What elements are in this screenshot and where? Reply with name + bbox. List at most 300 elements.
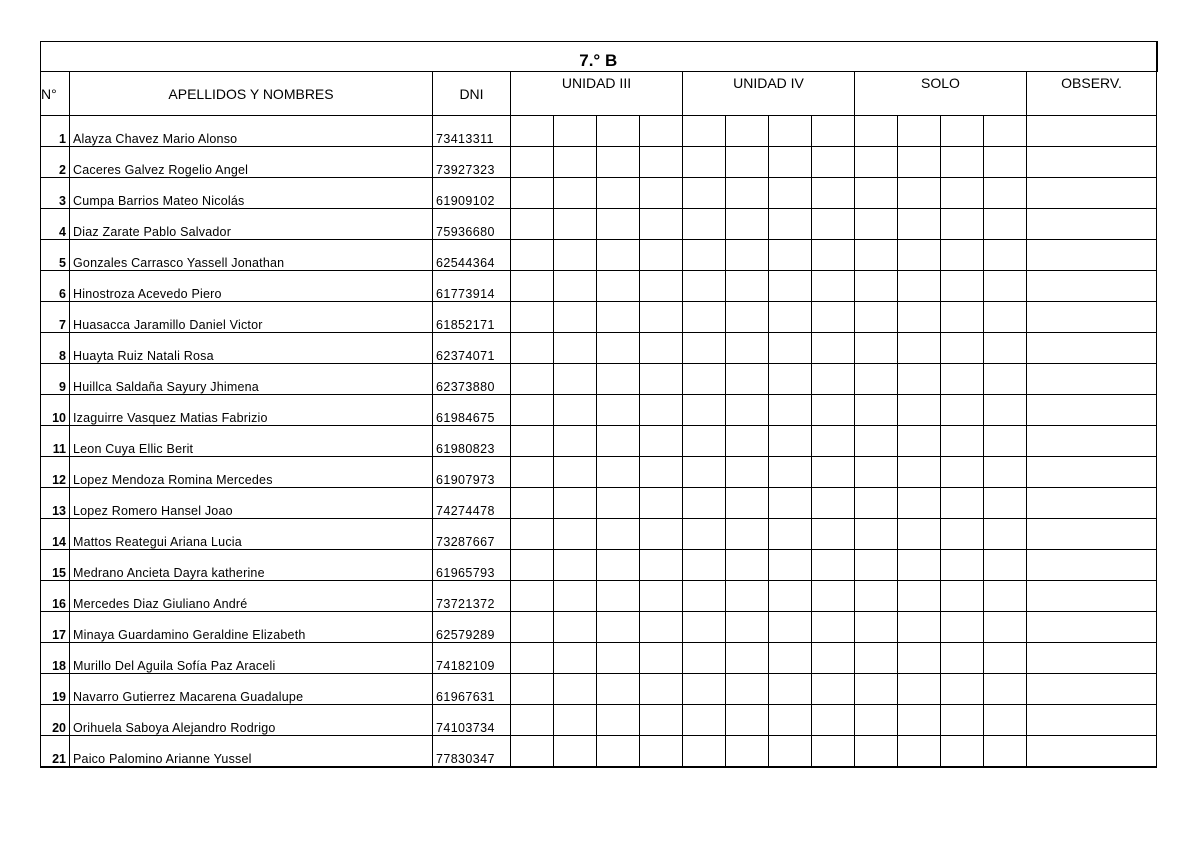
- grade-cell[interactable]: [726, 209, 769, 240]
- grade-cell[interactable]: [769, 147, 812, 178]
- grade-cell[interactable]: [898, 426, 941, 457]
- grade-cell[interactable]: [812, 147, 855, 178]
- grade-cell[interactable]: [597, 674, 640, 705]
- grade-cell[interactable]: [511, 302, 554, 333]
- row-number: 20: [41, 705, 70, 736]
- grade-cell[interactable]: [898, 116, 941, 147]
- student-name: Huasacca Jaramillo Daniel Victor: [70, 302, 433, 333]
- grade-cell[interactable]: [726, 457, 769, 488]
- row-number: 19: [41, 674, 70, 705]
- student-name: Orihuela Saboya Alejandro Rodrigo: [70, 705, 433, 736]
- grade-cell[interactable]: [683, 705, 726, 736]
- row-number: 4: [41, 209, 70, 240]
- observation-cell[interactable]: [1027, 271, 1157, 302]
- grade-cell[interactable]: [855, 240, 898, 271]
- grade-cell[interactable]: [855, 550, 898, 581]
- grade-cell[interactable]: [898, 612, 941, 643]
- header-unit-iii: UNIDAD III: [511, 72, 683, 116]
- grade-cell[interactable]: [640, 271, 683, 302]
- grade-cell[interactable]: [683, 364, 726, 395]
- grade-cell[interactable]: [597, 550, 640, 581]
- grade-cell[interactable]: [898, 240, 941, 271]
- grade-cell[interactable]: [640, 643, 683, 674]
- grade-cell[interactable]: [640, 364, 683, 395]
- grade-cell[interactable]: [511, 705, 554, 736]
- grade-cell[interactable]: [898, 674, 941, 705]
- grade-cell[interactable]: [511, 488, 554, 519]
- grade-cell[interactable]: [597, 271, 640, 302]
- grade-cell[interactable]: [855, 705, 898, 736]
- grade-cell[interactable]: [769, 271, 812, 302]
- grade-cell[interactable]: [726, 488, 769, 519]
- grade-cell[interactable]: [726, 519, 769, 550]
- grade-cell[interactable]: [769, 116, 812, 147]
- grade-cell[interactable]: [554, 302, 597, 333]
- grade-cell[interactable]: [597, 581, 640, 612]
- grade-cell[interactable]: [769, 457, 812, 488]
- observation-cell[interactable]: [1027, 116, 1157, 147]
- grade-cell[interactable]: [984, 364, 1027, 395]
- grade-cell[interactable]: [812, 457, 855, 488]
- grade-cell[interactable]: [640, 178, 683, 209]
- grade-cell[interactable]: [726, 705, 769, 736]
- student-name: Minaya Guardamino Geraldine Elizabeth: [70, 612, 433, 643]
- grade-cell[interactable]: [554, 333, 597, 364]
- observation-cell[interactable]: [1027, 705, 1157, 736]
- grade-cell[interactable]: [640, 519, 683, 550]
- grade-cell[interactable]: [898, 395, 941, 426]
- sheet-title: 7.° B: [41, 42, 1157, 72]
- grade-cell[interactable]: [984, 457, 1027, 488]
- grade-cell[interactable]: [726, 271, 769, 302]
- grade-cell[interactable]: [683, 457, 726, 488]
- grade-cell[interactable]: [597, 333, 640, 364]
- grade-cell[interactable]: [898, 550, 941, 581]
- grade-cell[interactable]: [554, 395, 597, 426]
- grade-cell[interactable]: [640, 302, 683, 333]
- grade-cell[interactable]: [597, 116, 640, 147]
- grade-cell[interactable]: [683, 271, 726, 302]
- header-number: N°: [41, 72, 70, 116]
- grade-cell[interactable]: [683, 581, 726, 612]
- grade-cell[interactable]: [941, 364, 984, 395]
- grade-cell[interactable]: [855, 426, 898, 457]
- grade-cell[interactable]: [511, 395, 554, 426]
- grade-cell[interactable]: [812, 364, 855, 395]
- observation-cell[interactable]: [1027, 519, 1157, 550]
- grade-cell[interactable]: [984, 612, 1027, 643]
- grade-cell[interactable]: [984, 240, 1027, 271]
- grade-cell[interactable]: [511, 612, 554, 643]
- grade-cell[interactable]: [511, 581, 554, 612]
- grade-cell[interactable]: [683, 612, 726, 643]
- grade-cell[interactable]: [898, 178, 941, 209]
- row-number: 2: [41, 147, 70, 178]
- table-row: [41, 333, 1157, 364]
- grade-cell[interactable]: [812, 240, 855, 271]
- grade-cell[interactable]: [812, 209, 855, 240]
- grade-cell[interactable]: [597, 147, 640, 178]
- grade-cell[interactable]: [554, 488, 597, 519]
- grade-cell[interactable]: [898, 333, 941, 364]
- grade-cell[interactable]: [898, 705, 941, 736]
- grade-cell[interactable]: [898, 581, 941, 612]
- grade-cell[interactable]: [984, 147, 1027, 178]
- student-dni: 61773914: [433, 271, 511, 302]
- grade-cell[interactable]: [769, 674, 812, 705]
- grade-cell[interactable]: [554, 581, 597, 612]
- grade-cell[interactable]: [640, 240, 683, 271]
- grade-cell[interactable]: [984, 705, 1027, 736]
- grade-cell[interactable]: [984, 581, 1027, 612]
- student-name: Leon Cuya Ellic Berit: [70, 426, 433, 457]
- grade-cell[interactable]: [511, 271, 554, 302]
- grade-cell[interactable]: [855, 178, 898, 209]
- grade-cell[interactable]: [597, 209, 640, 240]
- grade-cell[interactable]: [812, 302, 855, 333]
- grade-cell[interactable]: [898, 364, 941, 395]
- grade-cell[interactable]: [898, 147, 941, 178]
- grade-cell[interactable]: [941, 116, 984, 147]
- header-observations: OBSERV.: [1027, 72, 1157, 116]
- student-dni: 61907973: [433, 457, 511, 488]
- grade-cell[interactable]: [597, 488, 640, 519]
- header-dni: DNI: [433, 72, 511, 116]
- grade-cell[interactable]: [941, 271, 984, 302]
- grade-cell[interactable]: [855, 674, 898, 705]
- grade-cell[interactable]: [984, 488, 1027, 519]
- grade-cell[interactable]: [941, 426, 984, 457]
- student-dni: 73287667: [433, 519, 511, 550]
- grade-cell[interactable]: [984, 550, 1027, 581]
- grade-cell[interactable]: [683, 333, 726, 364]
- grade-cell[interactable]: [941, 240, 984, 271]
- grade-cell[interactable]: [597, 364, 640, 395]
- grade-cell[interactable]: [855, 147, 898, 178]
- grade-cell[interactable]: [769, 209, 812, 240]
- grade-cell[interactable]: [640, 116, 683, 147]
- grade-cell[interactable]: [984, 674, 1027, 705]
- grade-cell[interactable]: [898, 302, 941, 333]
- grade-cell[interactable]: [554, 550, 597, 581]
- grade-cell[interactable]: [812, 674, 855, 705]
- grade-cell[interactable]: [984, 395, 1027, 426]
- grade-cell[interactable]: [855, 333, 898, 364]
- grade-cell[interactable]: [640, 705, 683, 736]
- grade-cell[interactable]: [812, 271, 855, 302]
- grade-cell[interactable]: [640, 395, 683, 426]
- grade-cell[interactable]: [898, 736, 941, 768]
- grade-cell[interactable]: [855, 519, 898, 550]
- grade-cell[interactable]: [554, 736, 597, 768]
- grade-cell[interactable]: [898, 488, 941, 519]
- grade-cell[interactable]: [511, 209, 554, 240]
- grade-cell[interactable]: [511, 426, 554, 457]
- grade-cell[interactable]: [898, 519, 941, 550]
- observation-cell[interactable]: [1027, 736, 1157, 768]
- observation-cell[interactable]: [1027, 364, 1157, 395]
- observation-cell[interactable]: [1027, 333, 1157, 364]
- grade-cell[interactable]: [812, 705, 855, 736]
- grade-cell[interactable]: [812, 395, 855, 426]
- grade-cell[interactable]: [683, 116, 726, 147]
- observation-cell[interactable]: [1027, 674, 1157, 705]
- grade-cell[interactable]: [769, 736, 812, 768]
- grade-cell[interactable]: [640, 488, 683, 519]
- grade-cell[interactable]: [726, 364, 769, 395]
- grade-cell[interactable]: [855, 612, 898, 643]
- grade-cell[interactable]: [984, 271, 1027, 302]
- observation-cell[interactable]: [1027, 395, 1157, 426]
- grade-cell[interactable]: [812, 550, 855, 581]
- grade-cell[interactable]: [812, 488, 855, 519]
- grade-cell[interactable]: [941, 302, 984, 333]
- observation-cell[interactable]: [1027, 240, 1157, 271]
- grade-cell[interactable]: [941, 457, 984, 488]
- grade-cell[interactable]: [769, 519, 812, 550]
- grade-cell[interactable]: [683, 302, 726, 333]
- grade-cell[interactable]: [812, 426, 855, 457]
- grade-cell[interactable]: [640, 333, 683, 364]
- grade-cell[interactable]: [511, 674, 554, 705]
- grade-cell[interactable]: [554, 116, 597, 147]
- grade-cell[interactable]: [597, 705, 640, 736]
- grade-cell[interactable]: [812, 643, 855, 674]
- grade-cell[interactable]: [855, 581, 898, 612]
- table-row: [41, 457, 1157, 488]
- grade-cell[interactable]: [554, 643, 597, 674]
- observation-cell[interactable]: [1027, 302, 1157, 333]
- grade-cell[interactable]: [898, 209, 941, 240]
- grade-cell[interactable]: [984, 519, 1027, 550]
- grade-cell[interactable]: [769, 333, 812, 364]
- grade-cell[interactable]: [597, 612, 640, 643]
- grade-cell[interactable]: [554, 178, 597, 209]
- grade-cell[interactable]: [554, 457, 597, 488]
- grade-cell[interactable]: [855, 271, 898, 302]
- grade-cell[interactable]: [683, 147, 726, 178]
- grade-cell[interactable]: [855, 364, 898, 395]
- grade-cell[interactable]: [683, 488, 726, 519]
- grade-cell[interactable]: [726, 333, 769, 364]
- grade-cell[interactable]: [683, 178, 726, 209]
- grade-cell[interactable]: [855, 302, 898, 333]
- grade-cell[interactable]: [511, 116, 554, 147]
- grade-cell[interactable]: [554, 705, 597, 736]
- grade-cell[interactable]: [726, 116, 769, 147]
- grade-cell[interactable]: [554, 674, 597, 705]
- grade-cell[interactable]: [855, 643, 898, 674]
- observation-cell[interactable]: [1027, 178, 1157, 209]
- grade-cell[interactable]: [812, 736, 855, 768]
- grade-cell[interactable]: [984, 736, 1027, 768]
- grade-cell[interactable]: [726, 581, 769, 612]
- observation-cell[interactable]: [1027, 550, 1157, 581]
- grade-cell[interactable]: [640, 426, 683, 457]
- grade-cell[interactable]: [640, 550, 683, 581]
- grade-cell[interactable]: [640, 612, 683, 643]
- grade-cell[interactable]: [855, 457, 898, 488]
- grade-cell[interactable]: [984, 209, 1027, 240]
- grade-cell[interactable]: [511, 240, 554, 271]
- grade-cell[interactable]: [683, 240, 726, 271]
- grade-cell[interactable]: [941, 736, 984, 768]
- student-name: Mattos Reategui Ariana Lucia: [70, 519, 433, 550]
- grade-cell[interactable]: [769, 364, 812, 395]
- grade-cell[interactable]: [511, 519, 554, 550]
- grade-cell[interactable]: [855, 488, 898, 519]
- grade-cell[interactable]: [597, 240, 640, 271]
- grade-cell[interactable]: [640, 457, 683, 488]
- grade-cell[interactable]: [855, 736, 898, 768]
- grade-cell[interactable]: [769, 581, 812, 612]
- grade-cell[interactable]: [941, 178, 984, 209]
- grade-cell[interactable]: [769, 643, 812, 674]
- grade-cell[interactable]: [812, 178, 855, 209]
- grade-cell[interactable]: [726, 426, 769, 457]
- observation-cell[interactable]: [1027, 643, 1157, 674]
- grade-cell[interactable]: [683, 395, 726, 426]
- grade-cell[interactable]: [941, 643, 984, 674]
- grade-cell[interactable]: [683, 209, 726, 240]
- grade-cell[interactable]: [769, 612, 812, 643]
- student-dni: 62373880: [433, 364, 511, 395]
- row-number: 1: [41, 116, 70, 147]
- grade-cell[interactable]: [984, 643, 1027, 674]
- student-name: Paico Palomino Arianne Yussel: [70, 736, 433, 768]
- grade-cell[interactable]: [554, 364, 597, 395]
- grade-cell[interactable]: [640, 674, 683, 705]
- grade-cell[interactable]: [511, 147, 554, 178]
- grade-cell[interactable]: [597, 643, 640, 674]
- grade-cell[interactable]: [554, 426, 597, 457]
- grade-cell[interactable]: [683, 674, 726, 705]
- grade-cell[interactable]: [726, 395, 769, 426]
- grade-cell[interactable]: [511, 364, 554, 395]
- observation-cell[interactable]: [1027, 147, 1157, 178]
- grade-cell[interactable]: [769, 395, 812, 426]
- grade-cell[interactable]: [984, 426, 1027, 457]
- observation-cell[interactable]: [1027, 612, 1157, 643]
- grade-cell[interactable]: [683, 736, 726, 768]
- grade-cell[interactable]: [511, 333, 554, 364]
- grade-cell[interactable]: [597, 426, 640, 457]
- grade-cell[interactable]: [683, 519, 726, 550]
- grade-cell[interactable]: [812, 519, 855, 550]
- grade-cell[interactable]: [769, 240, 812, 271]
- grade-cell[interactable]: [511, 550, 554, 581]
- grade-cell[interactable]: [554, 147, 597, 178]
- grade-cell[interactable]: [898, 643, 941, 674]
- grade-cell[interactable]: [597, 457, 640, 488]
- grade-cell[interactable]: [511, 178, 554, 209]
- grade-cell[interactable]: [855, 116, 898, 147]
- grade-cell[interactable]: [640, 209, 683, 240]
- grade-cell[interactable]: [554, 240, 597, 271]
- grade-cell[interactable]: [597, 178, 640, 209]
- row-number: 6: [41, 271, 70, 302]
- observation-cell[interactable]: [1027, 488, 1157, 519]
- grade-cell[interactable]: [984, 333, 1027, 364]
- grade-cell[interactable]: [640, 736, 683, 768]
- observation-cell[interactable]: [1027, 581, 1157, 612]
- grade-cell[interactable]: [554, 612, 597, 643]
- grade-cell[interactable]: [812, 333, 855, 364]
- grade-cell[interactable]: [511, 736, 554, 768]
- grade-cell[interactable]: [726, 674, 769, 705]
- grade-cell[interactable]: [812, 581, 855, 612]
- observation-cell[interactable]: [1027, 426, 1157, 457]
- row-number: 7: [41, 302, 70, 333]
- grade-cell[interactable]: [941, 550, 984, 581]
- grade-cell[interactable]: [898, 271, 941, 302]
- grade-cell[interactable]: [941, 209, 984, 240]
- grade-cell[interactable]: [984, 178, 1027, 209]
- grade-cell[interactable]: [855, 209, 898, 240]
- grade-cell[interactable]: [769, 550, 812, 581]
- grade-cell[interactable]: [726, 643, 769, 674]
- grade-cell[interactable]: [726, 302, 769, 333]
- grade-cell[interactable]: [726, 240, 769, 271]
- grade-cell[interactable]: [640, 581, 683, 612]
- grade-cell[interactable]: [511, 457, 554, 488]
- grade-cell[interactable]: [941, 333, 984, 364]
- grade-cell[interactable]: [855, 395, 898, 426]
- grade-cell[interactable]: [984, 116, 1027, 147]
- grade-cell[interactable]: [726, 612, 769, 643]
- student-name: Lopez Mendoza Romina Mercedes: [70, 457, 433, 488]
- grade-cell[interactable]: [769, 426, 812, 457]
- grade-cell[interactable]: [511, 643, 554, 674]
- grade-cell[interactable]: [812, 116, 855, 147]
- grade-cell[interactable]: [941, 519, 984, 550]
- grade-cell[interactable]: [941, 705, 984, 736]
- grade-cell[interactable]: [941, 147, 984, 178]
- grade-cell[interactable]: [554, 519, 597, 550]
- grade-cell[interactable]: [898, 457, 941, 488]
- grade-cell[interactable]: [726, 147, 769, 178]
- grade-cell[interactable]: [554, 271, 597, 302]
- grade-cell[interactable]: [769, 488, 812, 519]
- grade-cell[interactable]: [769, 302, 812, 333]
- grade-cell[interactable]: [597, 736, 640, 768]
- grade-cell[interactable]: [597, 395, 640, 426]
- grade-cell[interactable]: [683, 426, 726, 457]
- grade-cell[interactable]: [726, 178, 769, 209]
- grade-cell[interactable]: [597, 302, 640, 333]
- grade-cell[interactable]: [769, 178, 812, 209]
- grade-cell[interactable]: [726, 736, 769, 768]
- grade-cell[interactable]: [769, 705, 812, 736]
- observation-cell[interactable]: [1027, 209, 1157, 240]
- observation-cell[interactable]: [1027, 457, 1157, 488]
- student-name: Caceres Galvez Rogelio Angel: [70, 147, 433, 178]
- grade-cell[interactable]: [554, 209, 597, 240]
- grade-cell[interactable]: [941, 395, 984, 426]
- grade-cell[interactable]: [812, 612, 855, 643]
- grade-cell[interactable]: [597, 519, 640, 550]
- grade-cell[interactable]: [941, 488, 984, 519]
- grade-cell[interactable]: [941, 612, 984, 643]
- grade-cell[interactable]: [683, 643, 726, 674]
- grade-cell[interactable]: [941, 674, 984, 705]
- grade-cell[interactable]: [683, 550, 726, 581]
- student-dni: 74182109: [433, 643, 511, 674]
- grade-cell[interactable]: [640, 147, 683, 178]
- grade-cell[interactable]: [941, 581, 984, 612]
- grade-cell[interactable]: [984, 302, 1027, 333]
- grade-cell[interactable]: [726, 550, 769, 581]
